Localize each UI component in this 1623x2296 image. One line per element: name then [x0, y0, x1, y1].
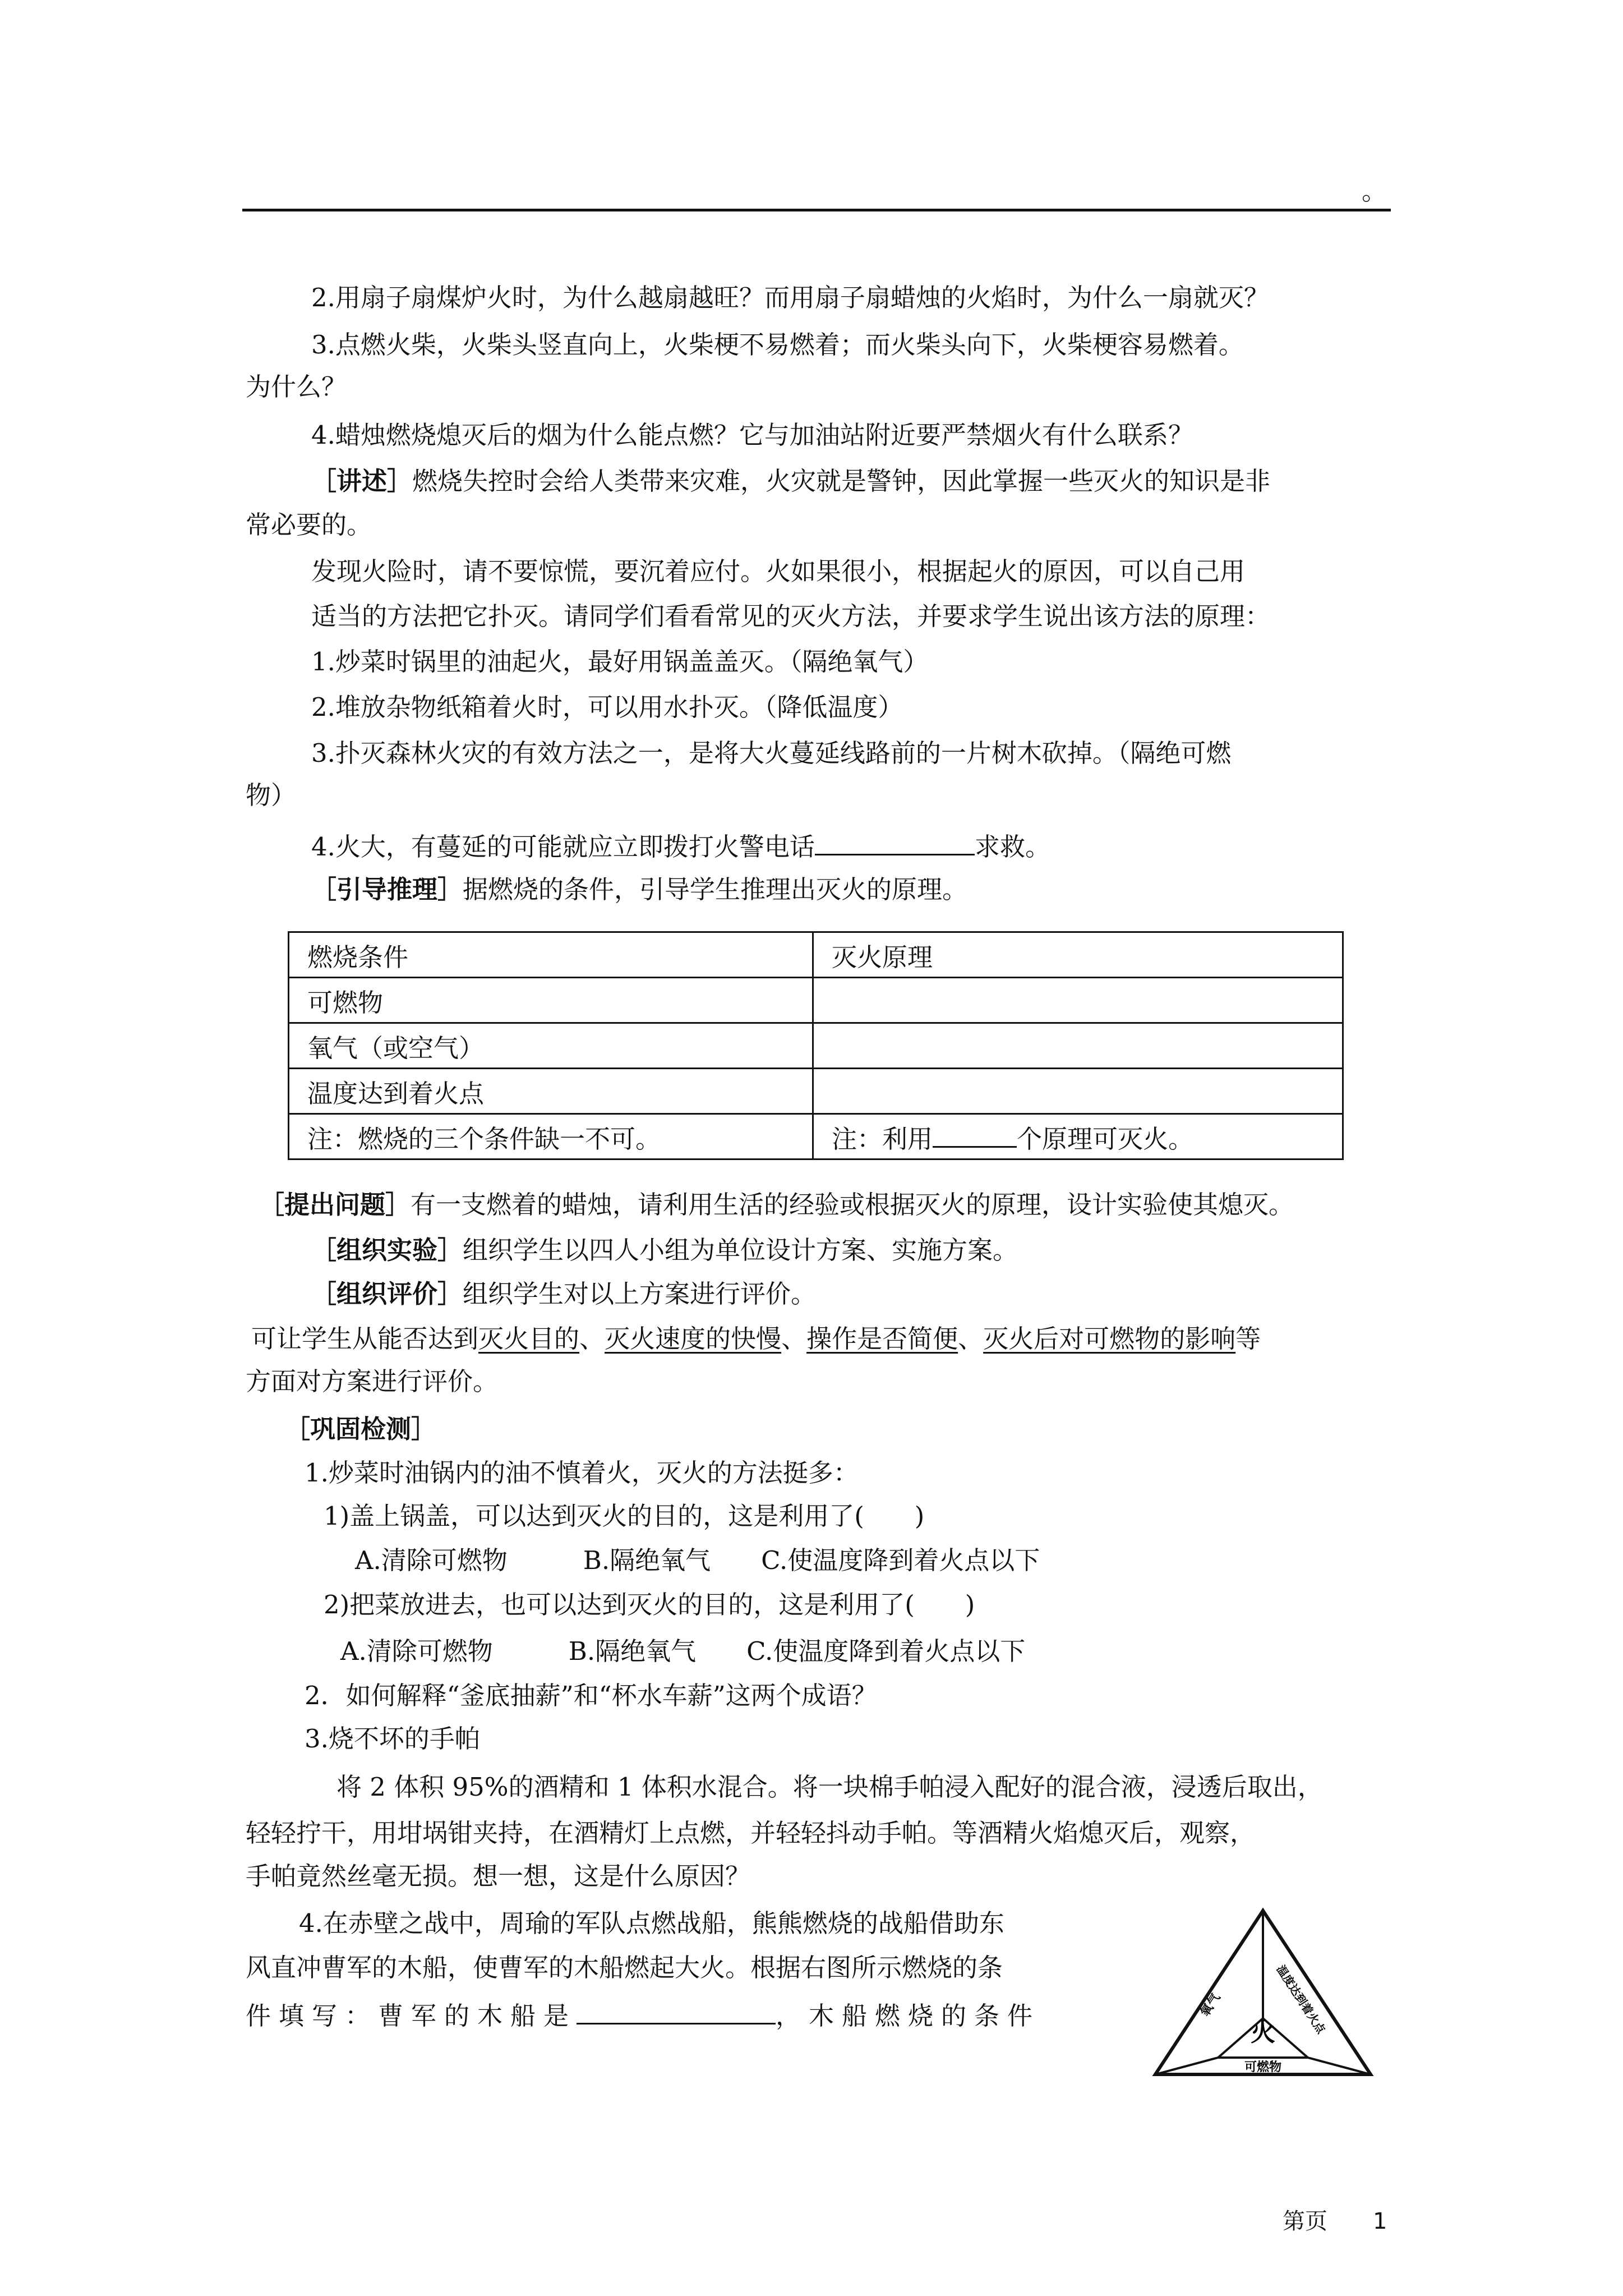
- criteria-sep: 、: [781, 1324, 807, 1354]
- method-4: [311, 830, 1050, 862]
- intro-line1: 发现火险时，请不要惊慌，要沉着应付。火如果很小，根据起火的原因，可以自己用: [311, 556, 1246, 586]
- figure-bottom-label: 可燃物: [1244, 2060, 1282, 2074]
- guide-tag: ［引导推理］: [311, 875, 463, 904]
- method-2: 2.堆放杂物纸箱着火时，可以用水扑灭。（降低温度）: [311, 692, 903, 722]
- figure-left-label: 氧气: [1198, 1991, 1224, 2019]
- criteria-sep: 、: [958, 1324, 984, 1354]
- criteria-speed: 灭火速度的快慢: [605, 1324, 782, 1354]
- table-row: [289, 1114, 1343, 1159]
- answer-blank: [815, 830, 975, 855]
- consolidate-q4-line2: 风直冲曹军的木船，使曹军的木船燃起大火。根据右图所示燃烧的条: [246, 1953, 1003, 1982]
- lecture-text: 燃烧失控时会给人类带来灾难，火灾就是警钟，因此掌握一些灭火的知识是非: [412, 466, 1271, 496]
- organize-experiment-text: 组织学生以四人小组为单位设计方案、实施方案。: [463, 1235, 1018, 1265]
- header-rule: [242, 209, 1391, 211]
- question-3-line2: 为什么？: [246, 372, 347, 402]
- evaluation-criteria-line1: [251, 1324, 1261, 1354]
- criteria-simplicity: 操作是否简便: [806, 1324, 958, 1354]
- criteria-suffix: 等: [1235, 1324, 1261, 1354]
- consolidate-q1-2-options: A.清除可燃物 B.隔绝氧气 C.使温度降到着火点以下: [340, 1636, 1026, 1666]
- lecture-tag: ［讲述］: [311, 466, 413, 496]
- consolidate-q3-line2: 轻轻拧干，用坩埚钳夹持，在酒精灯上点燃，并轻轻抖动手帕。等酒精火焰熄灭后，观察，: [246, 1818, 1256, 1848]
- raise-question-text: 有一支燃着的蜡烛，请利用生活的经验或根据灭火的原理，设计实验使其熄灭。: [411, 1190, 1294, 1220]
- organize-experiment-tag: ［组织实验］: [311, 1235, 463, 1265]
- table-row: [289, 1069, 1343, 1114]
- consolidate-tag: ［巩固检测］: [285, 1414, 437, 1444]
- consolidate-q2: 2．如何解释“釜底抽薪”和“杯水车薪”这两个成语？: [305, 1681, 877, 1710]
- question-2: 2.用扇子扇煤炉火时，为什么越扇越旺？而用扇子扇蜡烛的火焰时，为什么一扇就灭？: [311, 283, 1269, 312]
- footer-label: 第页: [1283, 2208, 1327, 2234]
- consolidate-q3-line1: 将 2 体积 95%的酒精和 1 体积水混合。将一块棉手帕浸入配好的混合液，浸透后取出，: [336, 1772, 1323, 1802]
- table-row: [289, 932, 1343, 978]
- raise-question: [259, 1190, 1294, 1220]
- criteria-prefix: 可让学生从能否达到: [251, 1324, 479, 1354]
- method-1: 1.炒菜时锅里的油起火，最好用锅盖盖灭。（隔绝氧气）: [311, 647, 929, 677]
- consolidate-q4-line1: 4.在赤壁之战中，周瑜的军队点燃战船，熊熊燃烧的战船借助东: [299, 1908, 1004, 1938]
- table-cell: [813, 978, 1343, 1023]
- consolidate-q4-line3: [246, 1999, 1041, 2031]
- table-cell: 氧气（或空气）: [289, 1023, 813, 1069]
- table-cell: [813, 1069, 1343, 1114]
- criteria-sep: 、: [579, 1324, 605, 1354]
- header-mark: 。: [1362, 176, 1387, 206]
- figure-right-label: 温度达到着火点: [1274, 1962, 1329, 2036]
- consolidate-q1-1: 1)盖上锅盖，可以达到灭火的目的，这是利用了( ): [324, 1501, 925, 1531]
- q4-suffix: ，木船燃烧的条件: [776, 2001, 1041, 2031]
- figure-center-label: 火: [1251, 2018, 1275, 2047]
- method-3-line2: 物）: [246, 780, 297, 810]
- note-right-suffix: 个原理可灭火。: [1017, 1124, 1194, 1154]
- lecture-line2: 常必要的。: [246, 510, 372, 540]
- table-header-cell: 燃烧条件: [289, 932, 813, 978]
- table-row: [289, 1023, 1343, 1069]
- evaluation-criteria-line2: 方面对方案进行评价。: [246, 1366, 499, 1396]
- intro-line2: 适当的方法把它扑灭。请同学们看看常见的灭火方法，并要求学生说出该方法的原理：: [311, 601, 1271, 631]
- table-note-right: [813, 1114, 1343, 1159]
- criteria-effect: 灭火后对可燃物的影响: [983, 1324, 1236, 1354]
- organize-evaluation: [311, 1279, 817, 1309]
- page-number: 1: [1373, 2208, 1387, 2234]
- table-row: [289, 978, 1343, 1023]
- criteria-goal: 灭火目的: [478, 1324, 580, 1354]
- note-right-text: 注：利用: [832, 1124, 933, 1154]
- table-note-left: 注：燃烧的三个条件缺一不可。: [289, 1114, 813, 1159]
- organize-experiment: [311, 1237, 1018, 1263]
- table-cell: 温度达到着火点: [289, 1069, 813, 1114]
- organize-evaluation-text: 组织学生对以上方案进行评价。: [463, 1279, 817, 1309]
- q4-text: 件填写：曹军的木船是: [246, 2001, 577, 2031]
- guide-text: 据燃烧的条件，引导学生推理出灭火的原理。: [463, 875, 968, 904]
- method-4-suffix: 求救。: [974, 832, 1050, 862]
- answer-blank: [933, 1122, 1017, 1148]
- question-3-line1: 3.点燃火柴，火柴头竖直向上，火柴梗不易燃着；而火柴头向下，火柴梗容易燃着。: [311, 330, 1244, 360]
- method-4-text: 4.火大，有蔓延的可能就应立即拨打火警电话: [311, 832, 815, 862]
- table-cell: 可燃物: [289, 978, 813, 1023]
- table-cell: [813, 1023, 1343, 1069]
- answer-blank: [577, 1999, 776, 2024]
- table-header-cell: 灭火原理: [813, 932, 1343, 978]
- consolidate-q3-title: 3.烧不坏的手帕: [305, 1724, 480, 1754]
- combustion-table: [288, 931, 1344, 1160]
- consolidate-q1-1-options: A.清除可燃物 B.隔绝氧气 C.使温度降到着火点以下: [355, 1545, 1040, 1575]
- consolidate-q1-2: 2)把菜放进去，也可以达到灭火的目的，这是利用了( ): [324, 1590, 975, 1619]
- question-4: 4.蜡烛燃烧熄灭后的烟为什么能点燃？它与加油站附近要严禁烟火有什么联系？: [311, 420, 1193, 450]
- organize-evaluation-tag: ［组织评价］: [311, 1279, 463, 1309]
- consolidate-q1: 1.炒菜时油锅内的油不慎着火，灭火的方法挺多：: [305, 1458, 859, 1488]
- guide-line: [311, 877, 967, 902]
- method-3-line1: 3.扑灭森林火灾的有效方法之一，是将大火蔓延线路前的一片树木砍掉。（隔绝可燃: [311, 738, 1232, 768]
- fire-triangle-figure: [1151, 1906, 1375, 2086]
- consolidate-q3-line3: 手帕竟然丝毫无损。想一想，这是什么原因？: [246, 1861, 751, 1891]
- lecture-line1: [311, 468, 1270, 494]
- raise-question-tag: ［提出问题］: [259, 1190, 411, 1220]
